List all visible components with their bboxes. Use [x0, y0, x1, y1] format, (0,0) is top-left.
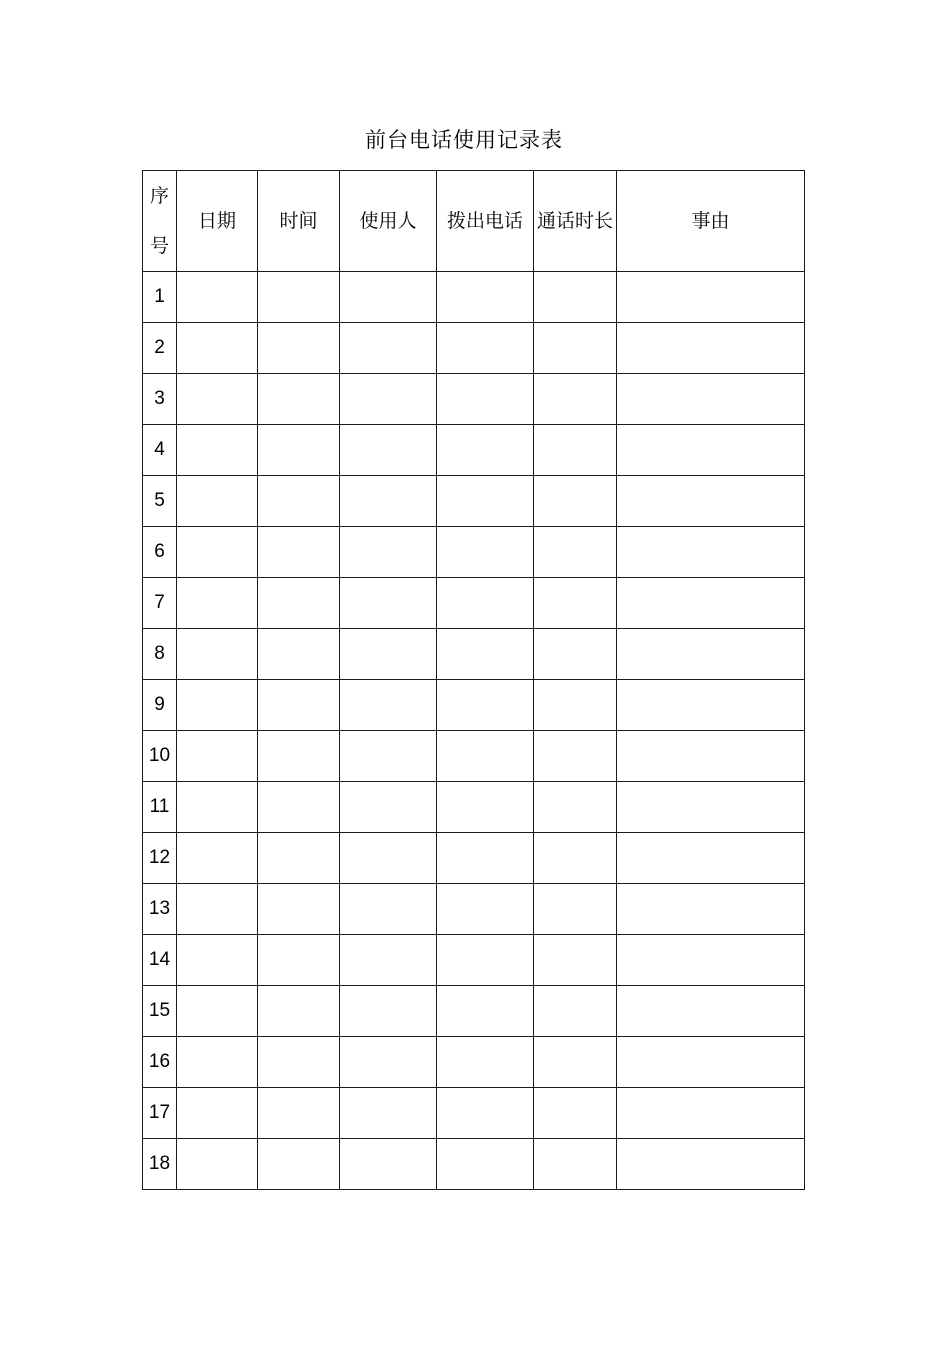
cell-dialed-number — [437, 935, 534, 986]
table-row — [143, 578, 805, 629]
document-title: 前台电话使用记录表 — [365, 128, 563, 152]
cell-time — [258, 323, 340, 374]
table-row — [143, 731, 805, 782]
cell-dialed-number — [437, 476, 534, 527]
cell-reason — [617, 680, 805, 731]
table-row — [143, 476, 805, 527]
cell-dialed-number — [437, 782, 534, 833]
cell-dialed-number — [437, 425, 534, 476]
table-row — [143, 1088, 805, 1139]
cell-call-duration — [534, 731, 617, 782]
cell-user — [340, 629, 437, 680]
header-date: 日期 — [177, 171, 258, 272]
cell-reason — [617, 833, 805, 884]
header-serial: 序号 — [143, 171, 177, 272]
row-number: 14 — [143, 935, 177, 986]
cell-time — [258, 986, 340, 1037]
cell-call-duration — [534, 1037, 617, 1088]
table-row — [143, 272, 805, 323]
cell-dialed-number — [437, 731, 534, 782]
row-number: 13 — [143, 884, 177, 935]
cell-time — [258, 782, 340, 833]
cell-date — [177, 935, 258, 986]
cell-call-duration — [534, 629, 617, 680]
table-row — [143, 323, 805, 374]
cell-time — [258, 935, 340, 986]
cell-dialed-number — [437, 1037, 534, 1088]
cell-time — [258, 1139, 340, 1190]
cell-dialed-number — [437, 680, 534, 731]
row-number: 3 — [143, 374, 177, 425]
cell-reason — [617, 272, 805, 323]
row-number: 16 — [143, 1037, 177, 1088]
cell-date — [177, 1037, 258, 1088]
cell-date — [177, 782, 258, 833]
cell-user — [340, 680, 437, 731]
cell-time — [258, 884, 340, 935]
cell-dialed-number — [437, 374, 534, 425]
cell-call-duration — [534, 884, 617, 935]
cell-reason — [617, 374, 805, 425]
row-number: 6 — [143, 527, 177, 578]
cell-call-duration — [534, 1139, 617, 1190]
row-number: 17 — [143, 1088, 177, 1139]
cell-dialed-number — [437, 629, 534, 680]
cell-call-duration — [534, 833, 617, 884]
cell-dialed-number — [437, 833, 534, 884]
row-number: 15 — [143, 986, 177, 1037]
cell-user — [340, 782, 437, 833]
phone-log-table — [142, 170, 805, 1190]
cell-call-duration — [534, 680, 617, 731]
cell-date — [177, 833, 258, 884]
row-number: 9 — [143, 680, 177, 731]
cell-reason — [617, 1088, 805, 1139]
cell-dialed-number — [437, 884, 534, 935]
cell-reason — [617, 323, 805, 374]
cell-reason — [617, 782, 805, 833]
cell-user — [340, 833, 437, 884]
table-row — [143, 629, 805, 680]
cell-reason — [617, 476, 805, 527]
row-number: 12 — [143, 833, 177, 884]
cell-user — [340, 323, 437, 374]
cell-date — [177, 884, 258, 935]
cell-dialed-number — [437, 578, 534, 629]
cell-call-duration — [534, 782, 617, 833]
cell-date — [177, 1139, 258, 1190]
cell-dialed-number — [437, 1139, 534, 1190]
cell-call-duration — [534, 272, 617, 323]
cell-time — [258, 731, 340, 782]
cell-user — [340, 731, 437, 782]
cell-date — [177, 629, 258, 680]
row-number: 7 — [143, 578, 177, 629]
cell-call-duration — [534, 578, 617, 629]
cell-call-duration — [534, 1088, 617, 1139]
cell-date — [177, 1088, 258, 1139]
cell-call-duration — [534, 323, 617, 374]
table-row — [143, 884, 805, 935]
cell-dialed-number — [437, 527, 534, 578]
cell-date — [177, 272, 258, 323]
cell-time — [258, 476, 340, 527]
cell-user — [340, 527, 437, 578]
cell-time — [258, 425, 340, 476]
cell-user — [340, 986, 437, 1037]
header-user: 使用人 — [340, 171, 437, 272]
cell-time — [258, 833, 340, 884]
header-call-duration: 通话时长 — [534, 171, 617, 272]
cell-date — [177, 374, 258, 425]
table-row — [143, 986, 805, 1037]
cell-time — [258, 629, 340, 680]
cell-user — [340, 425, 437, 476]
cell-date — [177, 476, 258, 527]
cell-date — [177, 425, 258, 476]
cell-reason — [617, 1139, 805, 1190]
row-number: 4 — [143, 425, 177, 476]
table-row — [143, 935, 805, 986]
cell-dialed-number — [437, 272, 534, 323]
header-time: 时间 — [258, 171, 340, 272]
table-row — [143, 680, 805, 731]
cell-call-duration — [534, 476, 617, 527]
cell-date — [177, 527, 258, 578]
row-number: 2 — [143, 323, 177, 374]
cell-time — [258, 578, 340, 629]
cell-user — [340, 1139, 437, 1190]
cell-user — [340, 578, 437, 629]
table-row — [143, 833, 805, 884]
cell-call-duration — [534, 527, 617, 578]
cell-time — [258, 1088, 340, 1139]
header-row — [143, 171, 805, 272]
cell-user — [340, 935, 437, 986]
header-reason: 事由 — [617, 171, 805, 272]
cell-reason — [617, 578, 805, 629]
row-number: 1 — [143, 272, 177, 323]
cell-date — [177, 680, 258, 731]
cell-reason — [617, 986, 805, 1037]
cell-user — [340, 1088, 437, 1139]
cell-reason — [617, 731, 805, 782]
table-row — [143, 1139, 805, 1190]
table-row — [143, 782, 805, 833]
cell-reason — [617, 425, 805, 476]
cell-date — [177, 731, 258, 782]
cell-time — [258, 374, 340, 425]
cell-reason — [617, 629, 805, 680]
cell-time — [258, 680, 340, 731]
table-row — [143, 374, 805, 425]
cell-reason — [617, 527, 805, 578]
cell-user — [340, 1037, 437, 1088]
cell-call-duration — [534, 935, 617, 986]
cell-date — [177, 323, 258, 374]
row-number: 8 — [143, 629, 177, 680]
table-row — [143, 527, 805, 578]
cell-reason — [617, 884, 805, 935]
cell-dialed-number — [437, 323, 534, 374]
cell-date — [177, 578, 258, 629]
cell-reason — [617, 935, 805, 986]
cell-call-duration — [534, 986, 617, 1037]
cell-call-duration — [534, 425, 617, 476]
row-number: 5 — [143, 476, 177, 527]
cell-time — [258, 272, 340, 323]
cell-dialed-number — [437, 986, 534, 1037]
table-row — [143, 425, 805, 476]
header-dialed-number: 拨出电话 — [437, 171, 534, 272]
row-number: 11 — [143, 782, 177, 833]
table-row — [143, 1037, 805, 1088]
cell-date — [177, 986, 258, 1037]
cell-dialed-number — [437, 1088, 534, 1139]
row-number: 18 — [143, 1139, 177, 1190]
row-number: 10 — [143, 731, 177, 782]
cell-time — [258, 1037, 340, 1088]
cell-user — [340, 476, 437, 527]
cell-reason — [617, 1037, 805, 1088]
cell-user — [340, 884, 437, 935]
cell-user — [340, 272, 437, 323]
cell-time — [258, 527, 340, 578]
cell-call-duration — [534, 374, 617, 425]
cell-user — [340, 374, 437, 425]
